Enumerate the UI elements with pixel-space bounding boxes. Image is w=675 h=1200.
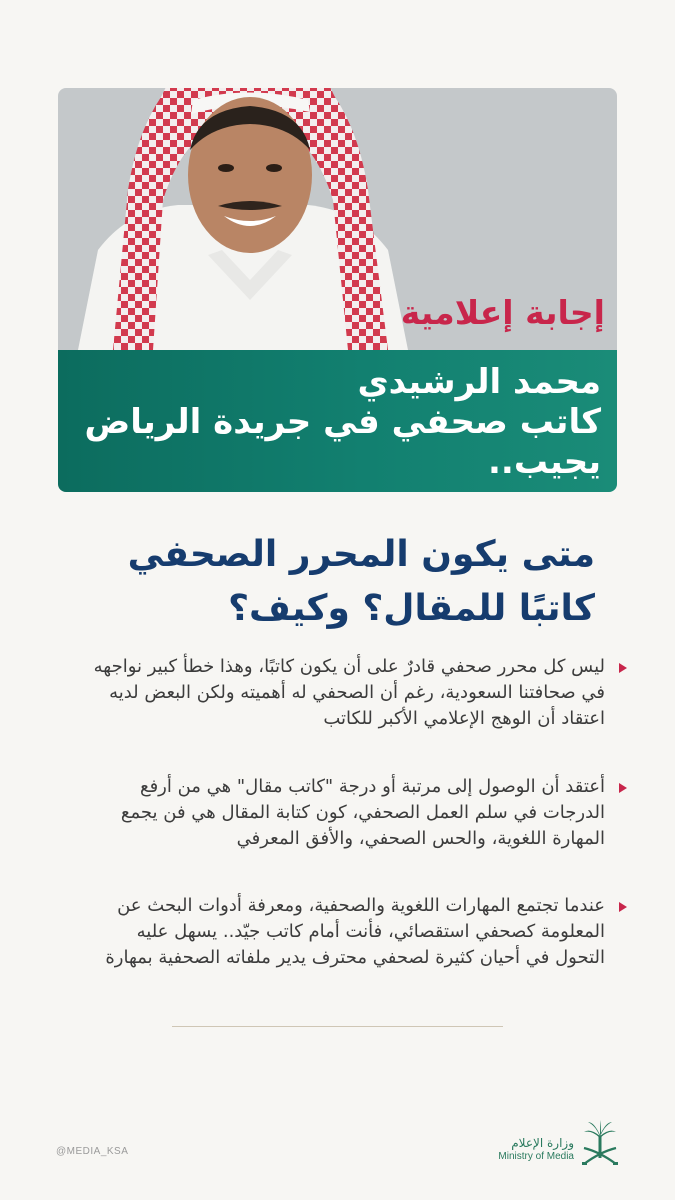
answers-label: يجيب.. [488, 442, 601, 482]
social-handle: @MEDIA_KSA [56, 1146, 129, 1157]
ministry-name-en: Ministry of Media [498, 1151, 574, 1162]
answer-point-text: أعتقد أن الوصول إلى مرتبة أو درجة "كاتب مقال" هي من أرفع الدرجات في سلم العمل الصحفي، كون كتابة المقال هي فن يجمع المهارة اللغوية، والحس الصحفي، والأفق المعرفي [120, 776, 605, 849]
person-name: محمد الرشيدي [357, 362, 601, 402]
answer-point-2 [85, 774, 605, 852]
ministry-name-ar: وزارة الإعلام [511, 1136, 574, 1150]
answer-point-text: ليس كل محرر صحفي قادرٌ على أن يكون كاتبًا، وهذا خطأ كبير نواجهه في صحافتنا السعودية، رغم أن الصحفي له أهميته ولكن البعض لديه اعتقاد أن الوهج الإعلامي الأكبر للكاتب [93, 656, 605, 729]
question-line-1: متى يكون المحرر الصحفي [127, 534, 595, 575]
ministry-name [498, 1136, 574, 1164]
header-card [58, 88, 617, 492]
bullet-triangle-icon [619, 783, 627, 793]
question-heading [75, 528, 595, 636]
bullet-triangle-icon [619, 902, 627, 912]
answer-point-1 [85, 654, 605, 732]
answer-point-text: عندما تجتمع المهارات اللغوية والصحفية، ومعرفة أدوات البحث عن المعلومة كصحفي استقصائي، فأنت أمام كاتب جيّد.. يسهل عليه التحول في أحيان كثيرة لصحفي محترف يدير ملفاته الصحفية بمهارة [105, 895, 605, 968]
answer-tag: إجابة إعلامية [400, 293, 605, 332]
portrait-photo [58, 88, 418, 350]
question-line-2: كاتبًا للمقال؟ وكيف؟ [228, 588, 595, 629]
photo-area [58, 88, 617, 350]
divider-line [172, 1026, 503, 1027]
bullet-triangle-icon [619, 663, 627, 673]
saudi-emblem-icon [580, 1118, 620, 1172]
person-role: كاتب صحفي في جريدة الرياض [84, 402, 601, 442]
answer-point-3 [85, 893, 605, 971]
name-band [58, 350, 617, 492]
